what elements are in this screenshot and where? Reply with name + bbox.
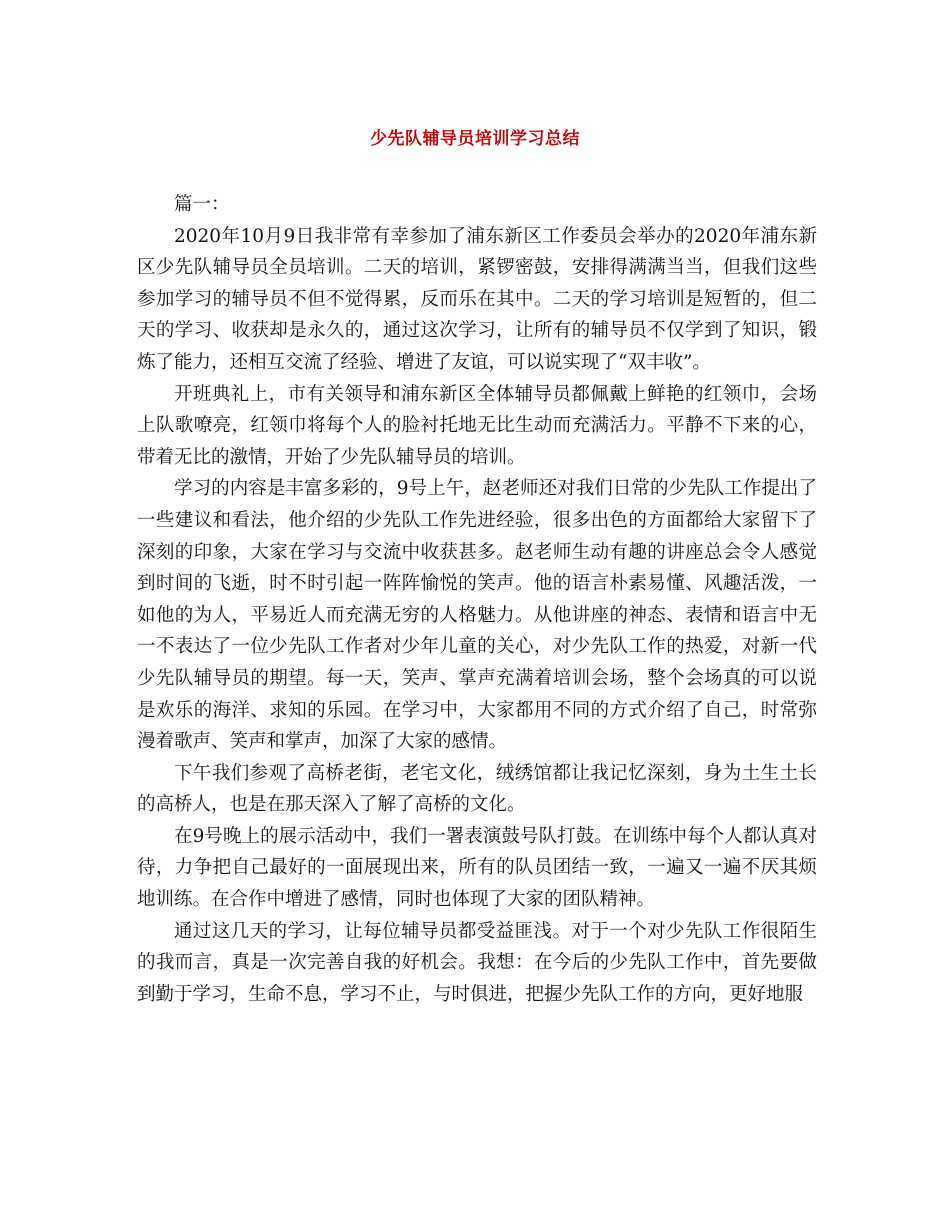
- paragraph-1: 2020年10月9日我非常有幸参加了浦东新区工作委员会举办的2020年浦东新区少先队辅导员全员培训。二天的培训，紧锣密鼓，安排得满满当当，但我们这些参加学习的辅导员不但不觉得累，反而乐在其中。二天的学习培训是短暂的，但二天的学习、收获却是永久的，通过这次学习，让所有的辅导员不仅学到了知识，锻炼了能力，还相互交流了经验、增进了友谊，可以说实现了“双丰收”。: [137, 225, 817, 373]
- paragraph-2: 开班典礼上，市有关领导和浦东新区全体辅导员都佩戴上鲜艳的红领巾，会场上队歌嘹亮，红领巾将每个人的脸衬托地无比生动而充满活力。平静不下来的心，带着无比的激情，开始了少先队辅导员的培训。: [137, 383, 817, 468]
- document-body: [137, 189, 817, 1010]
- paragraph-6: 通过这几天的学习，让每位辅导员都受益匪浅。对于一个对少先队工作很陌生的我而言，真是一次完善自我的好机会。我想：在今后的少先队工作中，首先要做到勤于学习，生命不息，学习不止，与时俱进，把握少先队工作的方向，更好地服: [137, 920, 817, 1005]
- paragraph-4: 下午我们参观了高桥老街，老宅文化，绒绣馆都让我记忆深刻，身为土生土长的高桥人，也是在那天深入了解了高桥的文化。: [137, 762, 817, 816]
- paragraph-5: 在9号晚上的展示活动中，我们一署表演鼓号队打鼓。在训练中每个人都认真对待，力争把自己最好的一面展现出来，所有的队员团结一致，一遍又一遍不厌其烦地训练。在合作中增进了感情，同时也体现了大家的团队精神。: [137, 825, 817, 911]
- document-title: 少先队辅导员培训学习总结: [370, 129, 580, 149]
- paragraph-3: 学习的内容是丰富多彩的，9号上午，赵老师还对我们日常的少先队工作提出了一些建议和看法，他介绍的少先队工作先进经验，很多出色的方面都给大家留下了深刻的印象，大家在学习与交流中收获甚多。赵老师生动有趣的讲座总会令人感觉到时间的飞逝，时不时引起一阵阵愉悦的笑声。他的语言朴素易懂、风趣活泼，一如他的为人，平易近人而充满无穷的人格魅力。从他讲座的神态、表情和语言中无一不表达了一位少先队工作者对少年儿童的关心，对少先队工作的热爱，对新一代少先队辅导员的期望。每一天，笑声、掌声充满着培训会场，整个会场真的可以说是欢乐的海洋、求知的乐园。在学习中，大家都用不同的方式介绍了自己，时常弥漫着歌声、笑声和掌声，加深了大家的感情。: [137, 478, 817, 753]
- section-label: 篇一：: [174, 194, 230, 215]
